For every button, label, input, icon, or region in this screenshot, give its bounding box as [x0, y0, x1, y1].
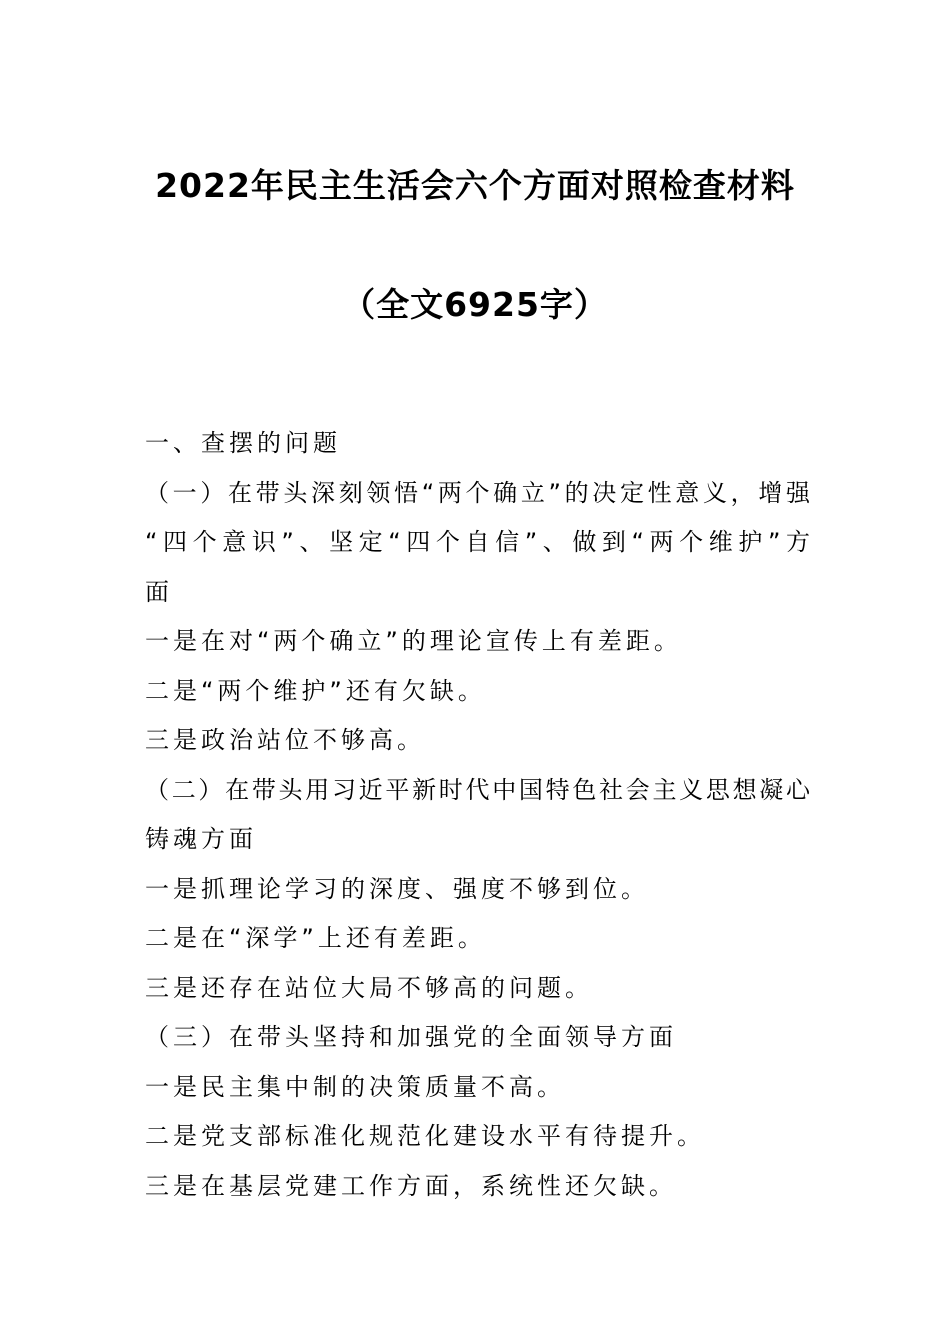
- paragraph: 一是民主集中制的决策质量不高。: [145, 1072, 565, 1101]
- subsection-heading-line: （一）在带头深刻领悟“两个确立”的决定性意义，增强: [145, 478, 810, 507]
- document-subtitle: （全文6925字）: [342, 285, 608, 324]
- paragraph: 一是抓理论学习的深度、强度不够到位。: [145, 874, 649, 903]
- paragraph: 三是在基层党建工作方面，系统性还欠缺。: [145, 1171, 677, 1200]
- section-heading: 一、查摆的问题: [145, 429, 341, 457]
- subsection-heading-line: 铸魂方面: [145, 825, 257, 853]
- subsection-heading-line: （二）在带头用习近平新时代中国特色社会主义思想凝心: [145, 775, 810, 804]
- subsection-heading-line: 面: [145, 577, 173, 606]
- paragraph: 三是还存在站位大局不够高的问题。: [145, 973, 593, 1002]
- document-body: [145, 419, 810, 1211]
- subsection-heading: （三）在带头坚持和加强党的全面领导方面: [145, 1023, 677, 1051]
- subsection-heading-line: “四个意识”、坚定“四个自信”、做到“两个维护”方: [145, 528, 810, 556]
- paragraph: 二是在“深学”上还有差距。: [145, 924, 486, 952]
- paragraph: 二是“两个维护”还有欠缺。: [145, 676, 486, 705]
- paragraph: 三是政治站位不够高。: [145, 726, 425, 754]
- paragraph: 一是在对“两个确立”的理论宣传上有差距。: [145, 627, 682, 655]
- document-title: 2022年民主生活会六个方面对照检查材料: [155, 166, 795, 205]
- paragraph: 二是党支部标准化规范化建设水平有待提升。: [145, 1122, 705, 1150]
